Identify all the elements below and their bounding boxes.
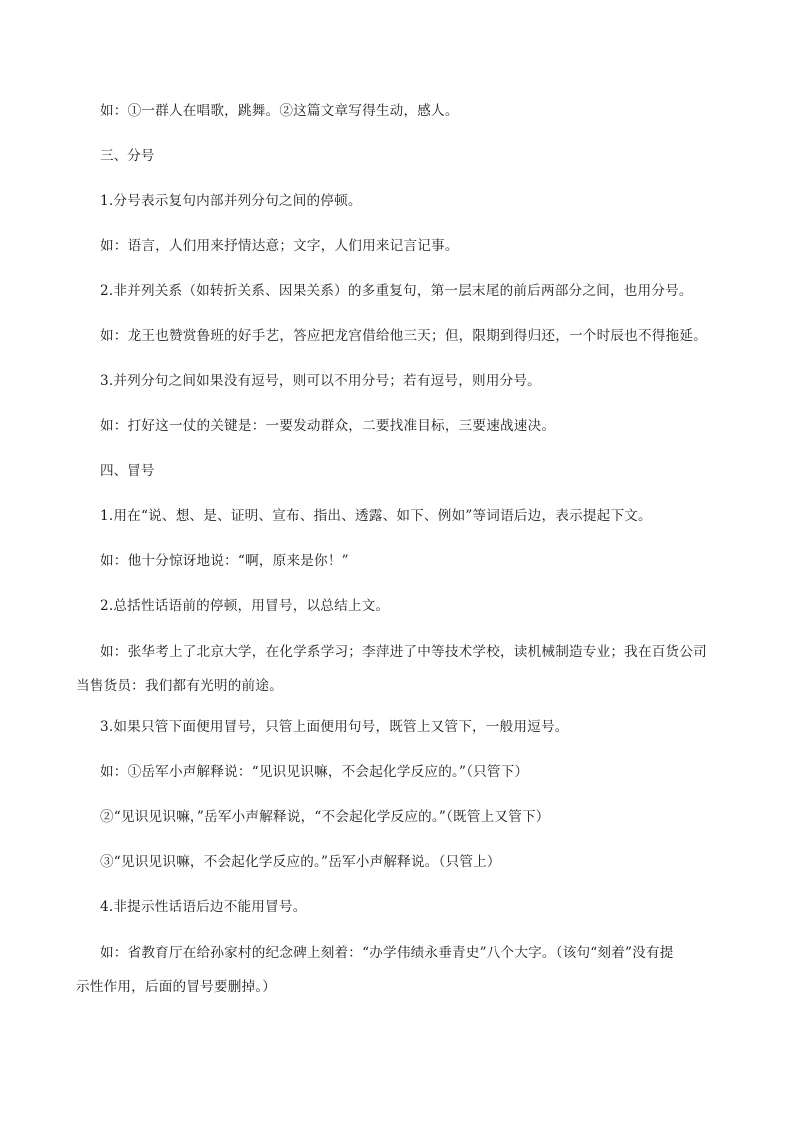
rule-paragraph: 3.并列分句之间如果没有逗号，则可以不用分号；若有逗号，则用分号。 <box>100 373 541 389</box>
rule-paragraph: 3.如果只管下面便用冒号，只管上面便用句号，既管上又管下，一般用逗号。 <box>100 719 569 735</box>
example-paragraph-multiline <box>76 635 720 703</box>
paragraph-line: 示性作用，后面的冒号要删掉。） <box>76 979 277 995</box>
example-paragraph: 如：他十分惊讶地说：“啊，原来是你！” <box>100 553 349 569</box>
rule-paragraph: 1.分号表示复句内部并列分句之间的停顿。 <box>100 193 362 209</box>
paragraph-line: 如：省教育厅在给孙家村的纪念碑上刻着：“办学伟绩永垂青史”八个大字。（该句“刻着”没有提 <box>100 945 674 961</box>
example-paragraph: ③“见识见识嘛，不会起化学反应的。”岳军小声解释说。（只管上） <box>100 854 501 870</box>
paragraph-line: 当售货员：我们都有光明的前途。 <box>76 678 283 694</box>
rule-paragraph: 4.非提示性话语后边不能用冒号。 <box>100 899 307 915</box>
example-paragraph: 如：打好这一仗的关键是：一要发动群众，二要找准目标，三要速战速决。 <box>100 418 556 434</box>
paragraph-line: 如：张华考上了北京大学，在化学系学习；李萍进了中等技术学校，读机械制造专业；我在百货公司 <box>100 644 707 660</box>
example-paragraph: 如：①岳军小声解释说：“见识见识嘛，不会起化学反应的。”（只管下） <box>100 764 529 780</box>
rule-paragraph: 2.总括性话语前的停顿，用冒号，以总结上文。 <box>100 598 390 614</box>
section-heading-colon: 四、冒号 <box>100 463 155 479</box>
example-paragraph: ②“见识见识嘛，”岳军小声解释说，“不会起化学反应的。”（既管上又管下） <box>100 809 550 825</box>
example-paragraph: 如：龙王也赞赏鲁班的好手艺，答应把龙宫借给他三天；但，限期到得归还，一个时辰也不得拖延。 <box>100 328 707 344</box>
rule-paragraph: 2.非并列关系（如转折关系、因果关系）的多重复句，第一层末尾的前后两部分之间，也用分号。 <box>100 283 693 299</box>
section-heading-semicolon: 三、分号 <box>100 148 155 164</box>
example-paragraph-multiline <box>76 936 720 1004</box>
example-paragraph: 如：语言，人们用来抒情达意；文字，人们用来记言记事。 <box>100 238 459 254</box>
example-paragraph: 如：①一群人在唱歌，跳舞。②这篇文章写得生动，感人。 <box>100 103 459 119</box>
rule-paragraph: 1.用在“说、想、是、证明、宣布、指出、透露、如下、例如”等词语后边，表示提起下文。 <box>100 508 652 524</box>
document-body <box>76 101 720 1018</box>
